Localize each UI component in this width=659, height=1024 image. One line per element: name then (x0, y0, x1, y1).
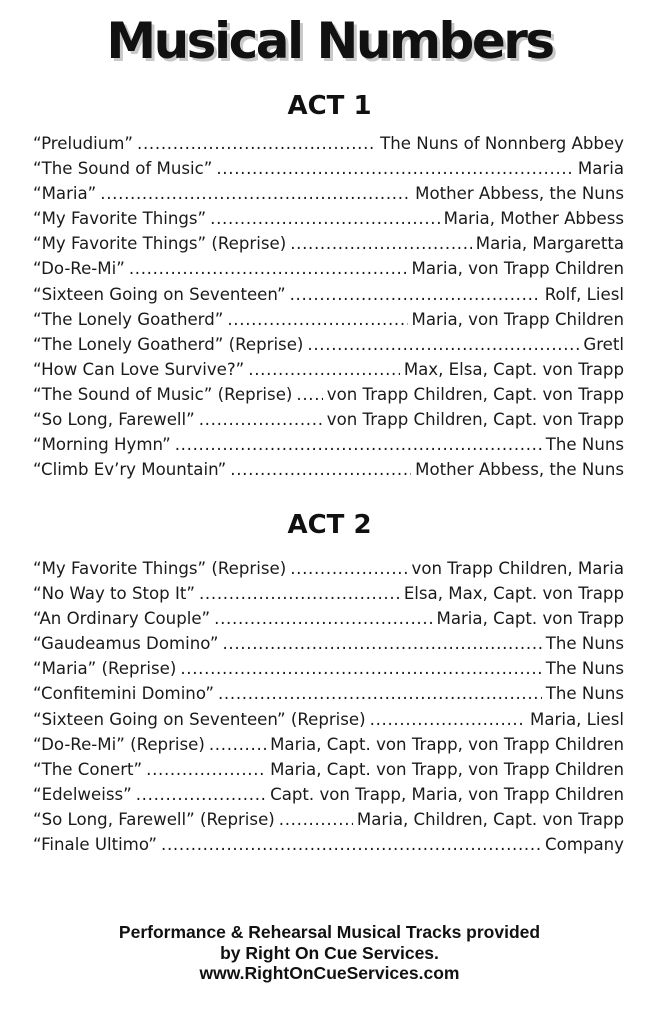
dot-leader (290, 285, 541, 304)
song-title: “Maria” (33, 184, 97, 204)
dot-leader (180, 659, 541, 678)
dot-leader (175, 435, 542, 454)
dot-leader (136, 785, 266, 804)
song-performers: Rolf, Liesl (544, 284, 624, 304)
footer-credits (0, 922, 659, 984)
song-title: “Confitemini Domino” (33, 684, 214, 704)
song-performers: Gretl (583, 334, 624, 354)
song-title: “No Way to Stop It” (33, 584, 195, 604)
song-title: “Sixteen Going on Seventeen” (Reprise) (33, 709, 366, 729)
song-title: “An Ordinary Couple” (33, 609, 211, 629)
song-row (33, 310, 624, 335)
dot-leader (290, 234, 472, 253)
footer-line-1: Performance & Rehearsal Musical Tracks provided (118, 922, 541, 942)
song-title: “Do-Re-Mi” (33, 259, 125, 279)
song-row (33, 609, 624, 634)
dot-leader (161, 835, 541, 854)
act-1-song-list (33, 134, 624, 485)
song-row (33, 360, 624, 385)
song-title: “So Long, Farewell” (33, 410, 195, 430)
dot-leader (199, 584, 400, 603)
song-row (33, 684, 624, 709)
dot-leader (146, 760, 266, 779)
song-row (33, 760, 624, 785)
song-performers: Maria (577, 159, 624, 179)
song-title: “Sixteen Going on Seventeen” (33, 284, 286, 304)
song-row (33, 810, 624, 835)
song-performers: von Trapp Children, Maria (411, 559, 624, 578)
song-title: “The Conert” (33, 759, 143, 779)
dot-leader (214, 609, 432, 628)
song-performers: Maria, Mother Abbess (443, 209, 624, 229)
song-row (33, 134, 624, 159)
song-title: “So Long, Farewell” (Reprise) (33, 809, 275, 829)
song-row (33, 785, 624, 810)
song-row (33, 410, 624, 435)
song-row (33, 184, 624, 209)
dot-leader (227, 310, 407, 329)
song-title: “Edelweiss” (33, 784, 132, 804)
song-performers: von Trapp Children, Capt. von Trapp (326, 384, 624, 404)
song-row (33, 559, 624, 584)
song-row (33, 159, 624, 184)
dot-leader (307, 335, 579, 354)
dot-leader (216, 159, 574, 178)
dot-leader (210, 209, 439, 228)
song-performers: Maria, Capt. von Trapp, von Trapp Children (270, 734, 624, 754)
act-2-song-list (33, 559, 624, 860)
act-2-heading: ACT 2 (287, 510, 372, 540)
song-title: “The Sound of Music” (33, 159, 213, 179)
song-title: “The Lonely Goatherd” (33, 309, 224, 329)
dot-leader (248, 360, 400, 379)
dot-leader (199, 410, 323, 429)
song-title: “The Sound of Music” (Reprise) (33, 384, 293, 404)
song-performers: Company (545, 835, 624, 855)
dot-leader (296, 385, 322, 404)
song-performers: Maria, Liesl (530, 709, 624, 729)
song-performers: The Nuns (545, 435, 624, 455)
footer-line-2: by Right On Cue Services. (220, 942, 439, 963)
dot-leader (100, 184, 411, 203)
song-performers: Elsa, Max, Capt. von Trapp (403, 584, 624, 604)
song-performers: Maria, von Trapp Children (411, 259, 624, 279)
dot-leader (218, 684, 542, 703)
page-title: Musical Numbers (106, 12, 553, 70)
dot-leader (209, 735, 266, 754)
song-row (33, 659, 624, 684)
song-performers: The Nuns (545, 684, 624, 704)
song-row (33, 234, 624, 259)
dot-leader (370, 710, 526, 729)
song-row (33, 285, 624, 310)
song-row (33, 835, 624, 860)
dot-leader (137, 134, 376, 153)
song-performers: Maria, von Trapp Children (411, 309, 624, 329)
dot-leader (230, 460, 411, 479)
footer-website-link[interactable]: www.RightOnCueServices.com (199, 963, 460, 983)
song-title: “My Favorite Things” (33, 209, 207, 229)
song-performers: Maria, Capt. von Trapp (436, 609, 624, 629)
song-title: “Gaudeamus Domino” (33, 634, 219, 654)
song-row (33, 710, 624, 735)
song-row (33, 335, 624, 360)
song-title: “My Favorite Things” (Reprise) (33, 234, 287, 254)
song-title: “Preludium” (33, 134, 134, 153)
song-performers: Capt. von Trapp, Maria, von Trapp Children (270, 784, 624, 804)
song-title: “Do-Re-Mi” (Reprise) (33, 734, 205, 754)
song-row (33, 584, 624, 609)
song-title: “The Lonely Goatherd” (Reprise) (33, 334, 304, 354)
song-performers: Mother Abbess, the Nuns (415, 460, 624, 480)
song-performers: Maria, Capt. von Trapp, von Trapp Children (270, 759, 624, 779)
song-performers: The Nuns (545, 659, 624, 679)
song-performers: Maria, Children, Capt. von Trapp (356, 809, 624, 829)
song-title: “Maria” (Reprise) (33, 659, 177, 679)
song-row (33, 259, 624, 284)
song-performers: The Nuns of Nonnberg Abbey (380, 134, 624, 153)
song-row (33, 735, 624, 760)
song-title: “My Favorite Things” (Reprise) (33, 559, 287, 578)
song-title: “Climb Ev’ry Mountain” (33, 460, 227, 480)
dot-leader (279, 810, 353, 829)
song-performers: Max, Elsa, Capt. von Trapp (403, 359, 624, 379)
song-performers: Maria, Margaretta (475, 234, 624, 254)
song-row (33, 209, 624, 234)
song-row (33, 460, 624, 485)
song-title: “How Can Love Survive?” (33, 359, 245, 379)
song-performers: Mother Abbess, the Nuns (415, 184, 624, 204)
dot-leader (222, 634, 541, 653)
dot-leader (290, 559, 407, 578)
song-row (33, 634, 624, 659)
song-title: “Morning Hymn” (33, 435, 171, 455)
song-title: “Finale Ultimo” (33, 835, 158, 855)
act-1-heading: ACT 1 (287, 91, 372, 121)
song-row (33, 435, 624, 460)
song-performers: von Trapp Children, Capt. von Trapp (326, 410, 624, 430)
dot-leader (129, 259, 408, 278)
song-row (33, 385, 624, 410)
song-performers: The Nuns (545, 634, 624, 654)
